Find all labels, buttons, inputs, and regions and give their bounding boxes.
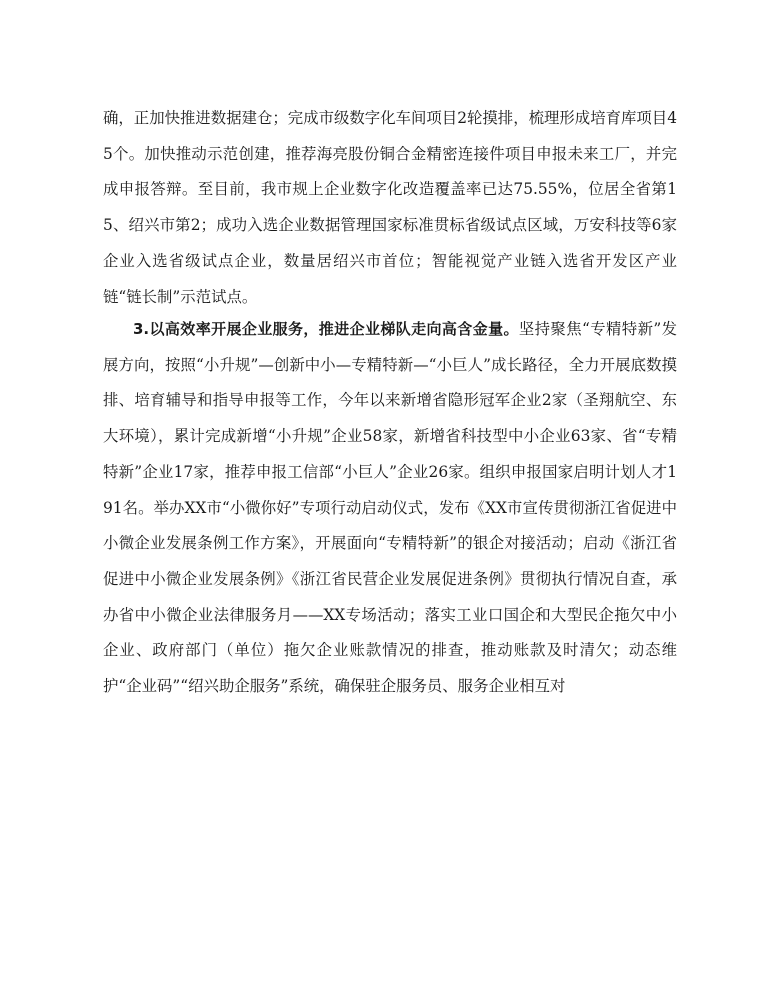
paragraph-enterprise-services bbox=[103, 312, 677, 705]
section-heading: 3.以高效率开展企业服务，推进企业梯队走向高含金量。 bbox=[133, 320, 519, 338]
paragraph-continuation: 确，正加快推进数据建仓；完成市级数字化车间项目2轮摸排，梳理形成培育库项目45个。加快推动示范创建，推荐海亮股份铜合金精密连接件项目申报未来工厂，并完成申报答辩。至目前，我市规上企业数字化改造覆盖率已达75.55%，位居全省第15、绍兴市第2；成功入选企业数据管理国家标准贯标省级试点区域，万安科技等6家企业入选省级试点企业，数量居绍兴市首位；智能视觉产业链入选省开发区产业链“链长制”示范试点。 bbox=[103, 109, 677, 306]
paragraph-body: 坚持聚焦“专精特新”发展方向，按照“小升规”—创新中小—专精特新—“小巨人”成长路径，全力开展底数摸排、培育辅导和指导申报等工作，今年以来新增省隐形冠军企业2家（圣翔航空、东大环境），累计完成新增“小升规”企业58家，新增省科技型中小企业63家、省“专精特新”企业17家，推荐申报工信部“小巨人”企业26家。组织申报国家启明计划人才191名。举办XX市“小微你好”专项行动启动仪式，发布《XX市宣传贯彻浙江省促进中小微企业发展条例工作方案》，开展面向“专精特新”的银企对接活动；启动《浙江省促进中小微企业发展条例》《浙江省民营企业发展促进条例》贯彻执行情况自查，承办省中小微企业法律服务月——XX专场活动；落实工业口国企和大型民企拖欠中小企业、政府部门（单位）拖欠企业账款情况的排查，推动账款及时清欠；动态维护“企业码”“绍兴助企服务”系统，确保驻企服务员、服务企业相互对 bbox=[103, 320, 677, 696]
